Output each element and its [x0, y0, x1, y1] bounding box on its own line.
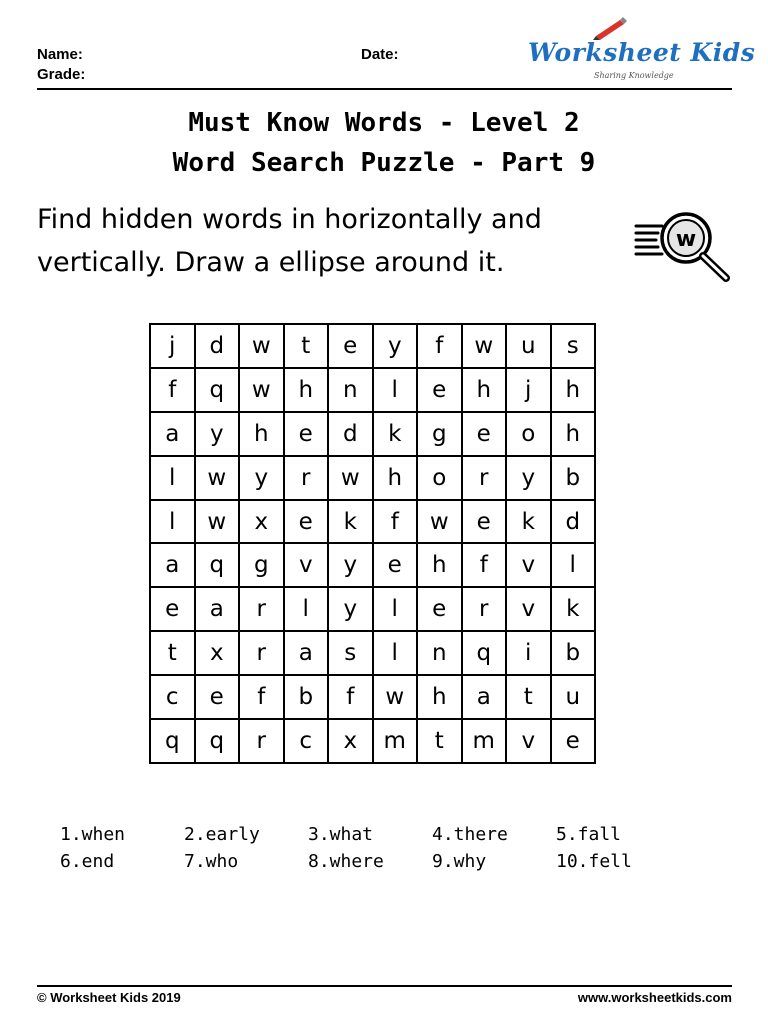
grid-cell: y [506, 456, 551, 500]
grid-cell: u [506, 324, 551, 368]
grid-cell: y [195, 412, 240, 456]
grid-cell: w [328, 456, 373, 500]
grid-cell: e [462, 500, 507, 544]
grid-cell: f [417, 324, 462, 368]
grid-cell: w [239, 324, 284, 368]
grid-cell: e [284, 500, 329, 544]
grid-cell: r [239, 631, 284, 675]
grid-cell: x [328, 719, 373, 763]
pencil-icon [590, 16, 630, 40]
word-list-item: 7.who [184, 851, 239, 872]
instructions-line-1: Find hidden words in horizontally and [37, 204, 542, 235]
grid-row [150, 368, 595, 412]
grid-cell: e [150, 587, 195, 631]
grid-cell: s [551, 324, 596, 368]
grid-cell: q [195, 368, 240, 412]
grid-cell: e [328, 324, 373, 368]
grid-cell: e [195, 675, 240, 719]
word-list-item: 10.fell [556, 851, 632, 872]
grid-cell: g [417, 412, 462, 456]
grid-cell: n [328, 368, 373, 412]
grid-cell: v [506, 719, 551, 763]
page-title: Must Know Words - Level 2 [188, 108, 580, 138]
grid-cell: x [239, 500, 284, 544]
grid-cell: t [284, 324, 329, 368]
grid-cell: y [239, 456, 284, 500]
grid-cell: u [551, 675, 596, 719]
grid-cell: c [284, 719, 329, 763]
grid-row [150, 587, 595, 631]
grid-cell: k [551, 587, 596, 631]
grid-row [150, 719, 595, 763]
grid-cell: h [417, 543, 462, 587]
grid-row [150, 324, 595, 368]
word-list-item: 4.there [432, 824, 508, 845]
grid-cell: m [462, 719, 507, 763]
grid-cell: b [551, 456, 596, 500]
grid-cell: h [239, 412, 284, 456]
grid-cell: c [150, 675, 195, 719]
grid-cell: f [239, 675, 284, 719]
grid-cell: a [195, 587, 240, 631]
word-list-item: 3.what [308, 824, 374, 845]
grid-cell: k [373, 412, 418, 456]
grid-cell: t [506, 675, 551, 719]
grid-cell: o [506, 412, 551, 456]
grid-cell: y [373, 324, 418, 368]
word-list-item: 2.early [184, 824, 260, 845]
grid-cell: r [239, 587, 284, 631]
grid-cell: f [328, 675, 373, 719]
word-list [60, 824, 680, 872]
grid-cell: k [506, 500, 551, 544]
grid-cell: f [150, 368, 195, 412]
magnifier-w-icon [632, 210, 732, 282]
grid-row [150, 631, 595, 675]
grid-cell: a [150, 412, 195, 456]
grid-cell: h [551, 368, 596, 412]
grid-cell: y [328, 543, 373, 587]
grid-cell: h [373, 456, 418, 500]
grid-cell: t [417, 719, 462, 763]
grid-cell: w [239, 368, 284, 412]
copyright-text: © Worksheet Kids 2019 [37, 990, 181, 1005]
logo-tagline: Sharing Knowledge [594, 71, 674, 80]
svg-text:w: w [675, 227, 697, 252]
footer-divider [37, 985, 732, 987]
grid-cell: l [373, 368, 418, 412]
grid-cell: v [284, 543, 329, 587]
grid-cell: w [195, 456, 240, 500]
grid-cell: w [373, 675, 418, 719]
grid-cell: n [417, 631, 462, 675]
grid-cell: f [462, 543, 507, 587]
grid-cell: q [195, 719, 240, 763]
page-subtitle: Word Search Puzzle - Part 9 [172, 148, 596, 178]
grid-cell: e [551, 719, 596, 763]
grid-cell: q [195, 543, 240, 587]
grid-cell: h [284, 368, 329, 412]
grid-cell: i [506, 631, 551, 675]
grid-cell: e [417, 368, 462, 412]
grid-cell: h [417, 675, 462, 719]
grid-cell: b [551, 631, 596, 675]
grid-cell: t [150, 631, 195, 675]
grid-cell: w [417, 500, 462, 544]
grid-cell: e [373, 543, 418, 587]
grid-cell: j [506, 368, 551, 412]
name-label: Name: [37, 46, 83, 63]
grid-cell: l [150, 456, 195, 500]
grid-cell: d [195, 324, 240, 368]
grid-cell: v [506, 587, 551, 631]
grid-cell: w [462, 324, 507, 368]
word-list-item: 8.where [308, 851, 384, 872]
word-list-item: 5.fall [556, 824, 622, 845]
grid-cell: l [150, 500, 195, 544]
grid-cell: k [328, 500, 373, 544]
grid-cell: l [284, 587, 329, 631]
grid-cell: y [328, 587, 373, 631]
grid-row [150, 456, 595, 500]
instructions-line-2: vertically. Draw a ellipse around it. [37, 247, 505, 278]
grid-cell: j [150, 324, 195, 368]
grid-cell: g [239, 543, 284, 587]
grid-cell: e [462, 412, 507, 456]
header-divider [37, 88, 732, 90]
date-label: Date: [361, 46, 399, 63]
website-text: www.worksheetkids.com [577, 990, 732, 1005]
word-list-item: 1.when [60, 824, 126, 845]
grid-cell: b [284, 675, 329, 719]
word-list-item: 6.end [60, 851, 115, 872]
grid-cell: a [150, 543, 195, 587]
grid-cell: s [328, 631, 373, 675]
grid-cell: r [284, 456, 329, 500]
grid-row [150, 500, 595, 544]
grid-cell: l [373, 587, 418, 631]
grid-cell: w [195, 500, 240, 544]
grid-cell: q [462, 631, 507, 675]
grid-cell: a [284, 631, 329, 675]
grid-cell: l [373, 631, 418, 675]
grid-cell: e [284, 412, 329, 456]
grid-cell: v [506, 543, 551, 587]
grid-cell: l [551, 543, 596, 587]
grid-cell: q [150, 719, 195, 763]
grade-label: Grade: [37, 66, 86, 83]
grid-cell: h [462, 368, 507, 412]
word-list-item: 9.why [432, 851, 487, 872]
grid-cell: d [328, 412, 373, 456]
grid-cell: x [195, 631, 240, 675]
grid-row [150, 675, 595, 719]
grid-cell: e [417, 587, 462, 631]
grid-row [150, 412, 595, 456]
grid-cell: h [551, 412, 596, 456]
grid-cell: r [239, 719, 284, 763]
grid-cell: o [417, 456, 462, 500]
grid-cell: m [373, 719, 418, 763]
grid-cell: d [551, 500, 596, 544]
grid-cell: f [373, 500, 418, 544]
grid-cell: r [462, 587, 507, 631]
logo-text: Worksheet Kids [528, 38, 756, 67]
grid-cell: a [462, 675, 507, 719]
word-search-grid [149, 323, 596, 764]
grid-row [150, 543, 595, 587]
grid-cell: r [462, 456, 507, 500]
